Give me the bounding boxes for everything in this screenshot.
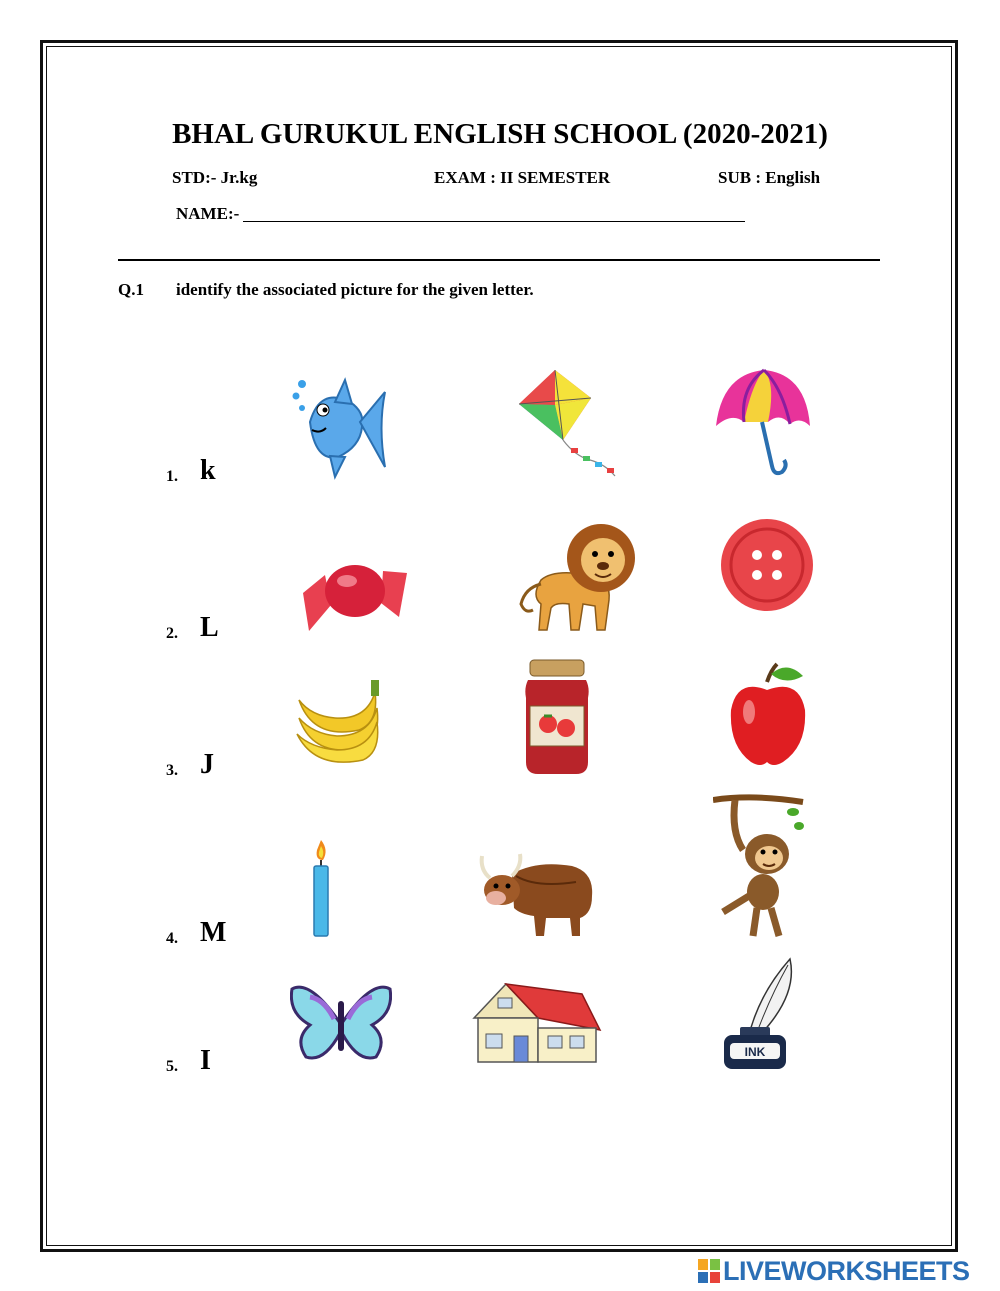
subject-label: SUB : English bbox=[718, 168, 821, 187]
liveworksheets-brand[interactable] bbox=[698, 1256, 970, 1286]
item-number-5: 5. bbox=[166, 1058, 178, 1075]
button-icon[interactable] bbox=[720, 515, 815, 615]
lion-icon[interactable] bbox=[515, 518, 635, 632]
page-border-inner bbox=[46, 46, 952, 1246]
candle-icon[interactable] bbox=[305, 838, 337, 938]
item-letter-3: J bbox=[200, 749, 214, 780]
fish-icon[interactable] bbox=[290, 372, 390, 482]
item-letter-5: I bbox=[200, 1045, 211, 1076]
name-label: NAME:- bbox=[176, 204, 240, 223]
house-icon[interactable] bbox=[470, 980, 602, 1064]
kite-icon[interactable] bbox=[515, 368, 625, 480]
apple-icon[interactable] bbox=[727, 660, 812, 772]
banana-icon[interactable] bbox=[293, 678, 388, 770]
yak-icon[interactable] bbox=[476, 848, 598, 938]
std-label: STD:- Jr.kg bbox=[172, 168, 258, 187]
school-title: BHAL GURUKUL ENGLISH SCHOOL (2020-2021) bbox=[172, 118, 828, 150]
name-input-line[interactable] bbox=[243, 221, 745, 222]
header-divider bbox=[118, 259, 880, 261]
jam-jar-icon[interactable] bbox=[518, 658, 596, 776]
item-number-4: 4. bbox=[166, 930, 178, 947]
monkey-icon[interactable] bbox=[713, 792, 811, 940]
question-text: identify the associated picture for the given letter. bbox=[176, 280, 534, 299]
item-number-1: 1. bbox=[166, 468, 178, 485]
ink-pot-icon[interactable] bbox=[718, 955, 798, 1073]
question-number: Q.1 bbox=[118, 280, 144, 299]
item-number-3: 3. bbox=[166, 762, 178, 779]
brand-text: LIVEWORKSHEETS bbox=[723, 1255, 970, 1286]
liveworksheets-logo-icon bbox=[698, 1259, 720, 1283]
item-number-2: 2. bbox=[166, 625, 178, 642]
item-letter-2: L bbox=[200, 612, 219, 643]
candy-icon[interactable] bbox=[295, 545, 415, 637]
item-letter-4: M bbox=[200, 917, 227, 948]
ink-label: INK bbox=[744, 1045, 766, 1059]
exam-label: EXAM : II SEMESTER bbox=[434, 168, 611, 187]
umbrella-icon[interactable] bbox=[712, 366, 812, 478]
butterfly-icon[interactable] bbox=[290, 983, 392, 1063]
item-letter-1: k bbox=[200, 455, 216, 486]
